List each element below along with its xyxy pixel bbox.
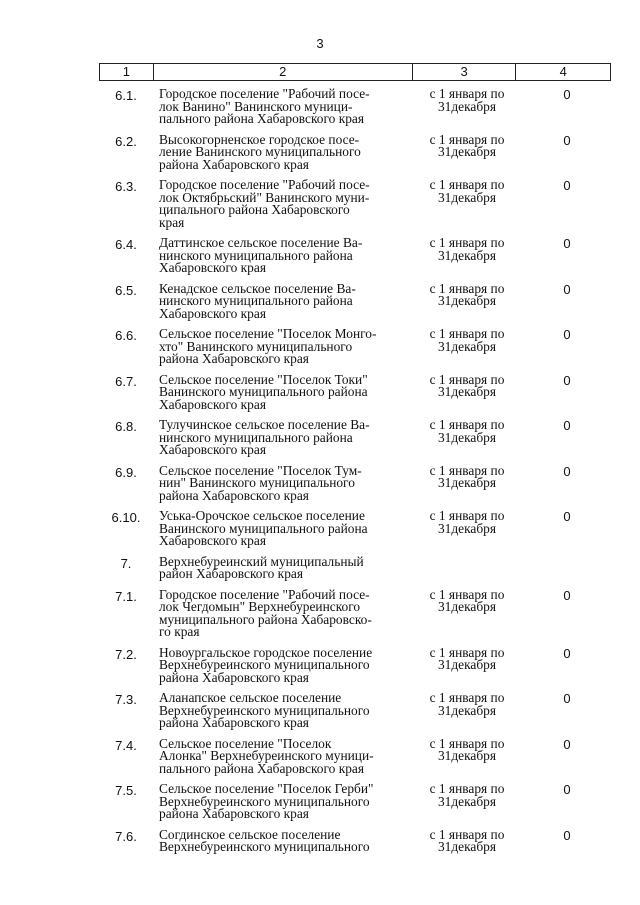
period: с 1 января по 31декабря [429, 462, 505, 490]
row-number: 6.7. [115, 373, 137, 389]
value: 0 [563, 736, 571, 752]
settlement-name: Сельское поселение "Поселок Алонка" Верхнебуреинского муници- пального района Хабаровского края [159, 735, 374, 776]
value: 0 [563, 418, 571, 433]
table-row [99, 510, 611, 548]
table-row [99, 280, 611, 321]
row-number: 7.2. [115, 646, 137, 662]
table-row [99, 783, 611, 821]
row-number: 6.5. [115, 282, 137, 298]
settlement-name: Сельское поселение "Поселок Герби" Верхнебуреинского муниципального района Хабаровского края [159, 781, 374, 821]
row-number: 6.9. [115, 464, 137, 480]
table-row [99, 735, 611, 776]
period: с 1 января по 31декабря [429, 280, 505, 308]
settlement-name: Сельское поселение "Поселок Токи" Ванинского муниципального района Хабаровского края [159, 371, 368, 412]
value: 0 [563, 372, 571, 388]
table-row [99, 179, 611, 229]
value: 0 [563, 132, 571, 148]
settlement-name: Тулучинское сельское поселение Ва- нинского муниципального района Хабаровского края [159, 417, 370, 457]
settlement-name: Согдинское сельское поселение Верхнебуреинского муниципального [159, 826, 370, 854]
settlement-name: Верхнебуреинский муниципальный район Хабаровского края [159, 553, 364, 581]
row-number: 7.1. [115, 588, 137, 604]
table-row [99, 328, 611, 366]
period: с 1 января по 31декабря [429, 417, 505, 445]
value: 0 [563, 87, 571, 102]
table-row [99, 586, 611, 639]
period: с 1 января по 31декабря [429, 177, 505, 205]
period: с 1 января по 31декабря [429, 326, 505, 354]
row-number: 6.4. [115, 237, 137, 252]
page-number: 3 [316, 36, 324, 51]
value: 0 [563, 463, 571, 479]
value [517, 556, 611, 581]
value: 0 [563, 509, 571, 524]
settlement-name: Даттинское сельское поселение Ва- нинского муниципального района Хабаровского края [159, 235, 363, 275]
table-row [99, 644, 611, 685]
row-number: 7.5. [115, 783, 137, 798]
row-number: 7.3. [115, 692, 137, 707]
table-header [99, 63, 611, 81]
period: с 1 января по 31декабря [429, 508, 505, 536]
value: 0 [563, 236, 571, 251]
value: 0 [563, 782, 571, 797]
settlement-name: Кенадское сельское поселение Ва- нинского муниципального района Хабаровского края [159, 280, 356, 321]
period: с 1 января по 31декабря [429, 781, 505, 809]
period: с 1 января по 31декабря [429, 371, 505, 399]
period: с 1 января по 31декабря [429, 690, 505, 718]
header-col-1: 1 [100, 64, 154, 80]
value: 0 [563, 178, 571, 193]
row-number: 7.4. [115, 737, 137, 753]
row-number: 6.2. [115, 133, 137, 149]
settlement-name: Городское поселение "Рабочий посе- лок Октябрьский" Ванинского муни- ципального района Хабаровского края [159, 177, 370, 230]
period: с 1 января по 31декабря [429, 131, 505, 159]
header-col-3: 3 [413, 64, 517, 80]
value: 0 [563, 327, 571, 342]
period: с 1 января по 31декабря [429, 826, 505, 854]
row-number: 6.6. [115, 328, 137, 343]
value: 0 [563, 827, 571, 843]
value: 0 [563, 587, 571, 603]
row-number: 7.6. [115, 828, 137, 844]
settlement-name: Уська-Орочское сельское поселение Ванинского муниципального района Хабаровского края [159, 508, 368, 548]
table-row [99, 419, 611, 457]
table-row [99, 237, 611, 275]
table-row [99, 462, 611, 503]
period [413, 556, 517, 581]
period: с 1 января по 31декабря [429, 586, 505, 614]
header-col-4: 4 [559, 64, 567, 79]
row-number: 6.10. [111, 510, 141, 525]
settlement-name: Высокогорненское городское посе- ление Ванинского муниципального района Хабаровского края [159, 131, 361, 172]
settlement-name: Новоургальское городское поселение Верхнебуреинского муниципального района Хабаровского края [159, 644, 373, 685]
value: 0 [563, 691, 571, 706]
table-body [99, 88, 611, 862]
table-row [99, 131, 611, 172]
value: 0 [563, 281, 571, 297]
value: 0 [563, 645, 571, 661]
row-number: 6.3. [115, 179, 137, 194]
period: с 1 января по 31декабря [429, 735, 505, 763]
row-number: 6.8. [115, 419, 137, 434]
table-row [99, 88, 611, 126]
header-col-2: 2 [154, 64, 413, 80]
table-row [99, 371, 611, 412]
table-row [99, 692, 611, 730]
settlement-name: Аланапское сельское поселение Верхнебуреинского муниципального района Хабаровского края [159, 690, 370, 730]
settlement-name: Сельское поселение "Поселок Монго- хто" Ванинского муниципального района Хабаровского края [159, 326, 377, 366]
row-number: 6.1. [115, 88, 137, 103]
period: с 1 января по 31декабря [429, 644, 505, 672]
period: с 1 января по 31декабря [429, 86, 505, 114]
table-row [99, 553, 611, 581]
settlement-name: Городское поселение "Рабочий посе- лок Ванино" Ванинского муници- пального района Хабаровского края [159, 86, 370, 126]
table-row [99, 826, 611, 854]
row-number: 7. [120, 555, 132, 571]
settlement-name: Сельское поселение "Поселок Тум- нин" Ванинского муниципального района Хабаровского края [159, 462, 362, 503]
settlement-name: Городское поселение "Рабочий посе- лок Чегдомын" Верхнебуреинского муниципального района Хабаровско- го края [159, 586, 372, 639]
period: с 1 января по 31декабря [429, 235, 505, 263]
